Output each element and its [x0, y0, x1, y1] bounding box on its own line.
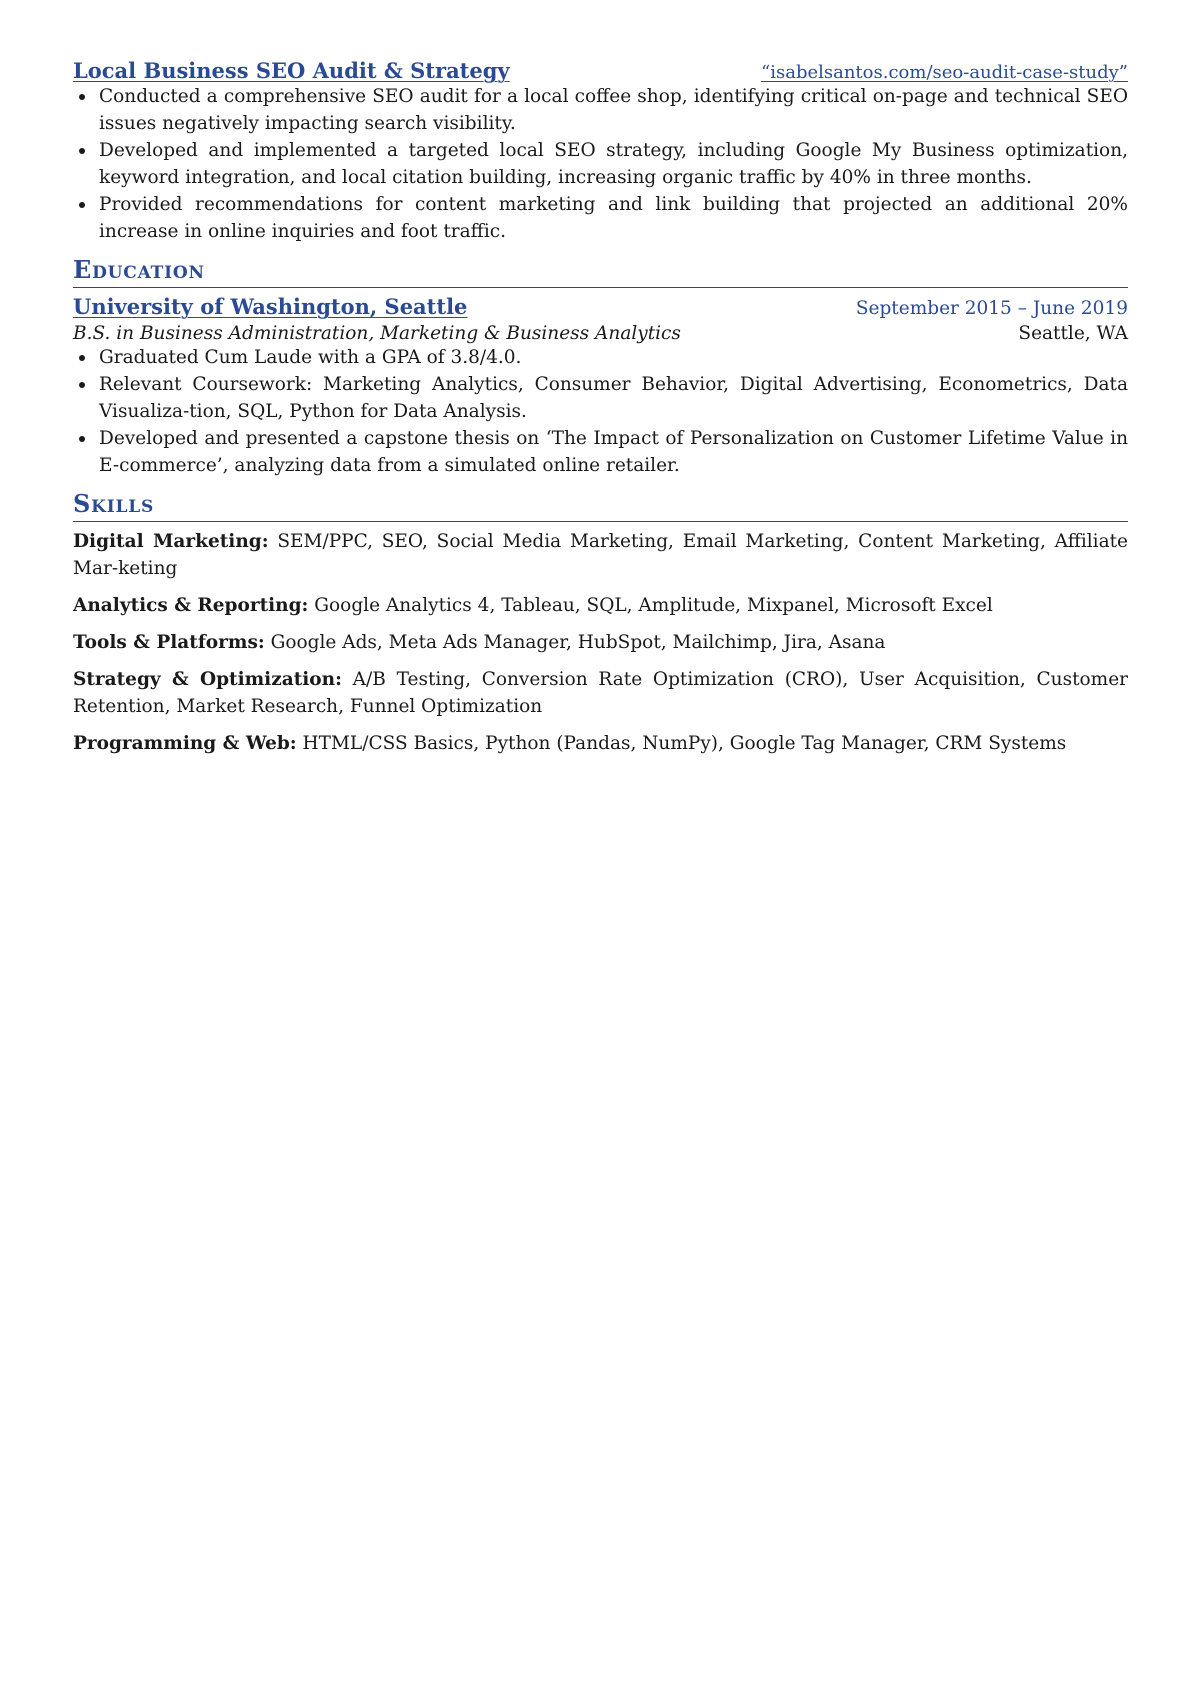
skill-label: Analytics & Reporting: [73, 595, 309, 616]
skills-list [73, 528, 1128, 757]
bullet-text: Relevant Coursework: Marketing Analytics, Consumer Behavior, Digital Advertising, Econometrics, Data Visualiza-tion, SQL, Python for Data Analysis. [99, 374, 1128, 422]
bullet-icon [79, 94, 85, 100]
education-dates: September 2015 – June 2019 [855, 298, 1128, 319]
bullet-icon [79, 202, 85, 208]
degree-title: B.S. in Business Administration, Marketing & Business Analytics [73, 323, 681, 344]
bullet-text: Conducted a comprehensive SEO audit for a local coffee shop, identifying critical on-page and technical SEO issues negatively impacting search visibility. [99, 86, 1128, 134]
education-entry [73, 294, 1128, 479]
bullet-icon [79, 355, 85, 361]
skill-label: Strategy & Optimization: [73, 669, 342, 690]
skill-value: HTML/CSS Basics, Python (Pandas, NumPy), Google Tag Manager, CRM Systems [302, 733, 1067, 754]
project-entry [73, 58, 1128, 245]
bullet-text: Developed and implemented a targeted local SEO strategy, including Google My Business optimization, keyword integration, and local citation building, increasing organic traffic by 40% in three months. [99, 140, 1128, 188]
bullet-text: Provided recommendations for content marketing and link building that projected an additional 20% increase in online inquiries and foot traffic. [99, 194, 1128, 242]
skill-label: Programming & Web: [73, 733, 297, 754]
list-item [73, 83, 1128, 137]
bullet-icon [79, 382, 85, 388]
education-location: Seattle, WA [1018, 323, 1128, 344]
school-name-link[interactable]: University of Washington, Seattle [73, 294, 468, 319]
skill-row-tools [73, 629, 1128, 656]
skill-row-programming [73, 730, 1128, 757]
list-item [73, 371, 1128, 425]
project-bullets [73, 83, 1128, 245]
skill-row-digital-marketing [73, 528, 1128, 582]
project-url-link[interactable]: “isabelsantos.com/seo-audit-case-study” [761, 62, 1128, 83]
skill-value: Google Ads, Meta Ads Manager, HubSpot, Mailchimp, Jira, Asana [270, 632, 886, 653]
bullet-text: Developed and presented a capstone thesis on ‘The Impact of Personalization on Customer Lifetime Value in E-commerce’, analyzing data from a simulated online retailer. [99, 428, 1128, 476]
resume-page [73, 58, 1128, 757]
project-title-link[interactable]: Local Business SEO Audit & Strategy [73, 58, 510, 83]
skill-label: Tools & Platforms: [73, 632, 265, 653]
skill-label: Digital Marketing: [73, 531, 269, 552]
degree-row [73, 323, 1128, 344]
list-item [73, 344, 1128, 371]
education-bullets [73, 344, 1128, 479]
bullet-icon [79, 436, 85, 442]
list-item [73, 425, 1128, 479]
bullet-text: Graduated Cum Laude with a GPA of 3.8/4.0. [99, 347, 522, 368]
education-heading: Education [73, 255, 1128, 288]
skill-row-analytics [73, 592, 1128, 619]
skill-value: Google Analytics 4, Tableau, SQL, Amplitude, Mixpanel, Microsoft Excel [314, 595, 993, 616]
list-item [73, 137, 1128, 191]
project-header [73, 58, 1128, 83]
education-header [73, 294, 1128, 319]
skill-value: SEM/PPC, SEO, Social Media Marketing, Email Marketing, Content Marketing, Affiliate Mar-keting [73, 531, 1129, 579]
skills-heading: Skills [73, 489, 1128, 522]
skill-row-strategy [73, 666, 1128, 720]
bullet-icon [79, 148, 85, 154]
skill-value: A/B Testing, Conversion Rate Optimization (CRO), User Acquisition, Customer Retention, Market Research, Funnel Optimization [73, 669, 1128, 717]
list-item [73, 191, 1128, 245]
